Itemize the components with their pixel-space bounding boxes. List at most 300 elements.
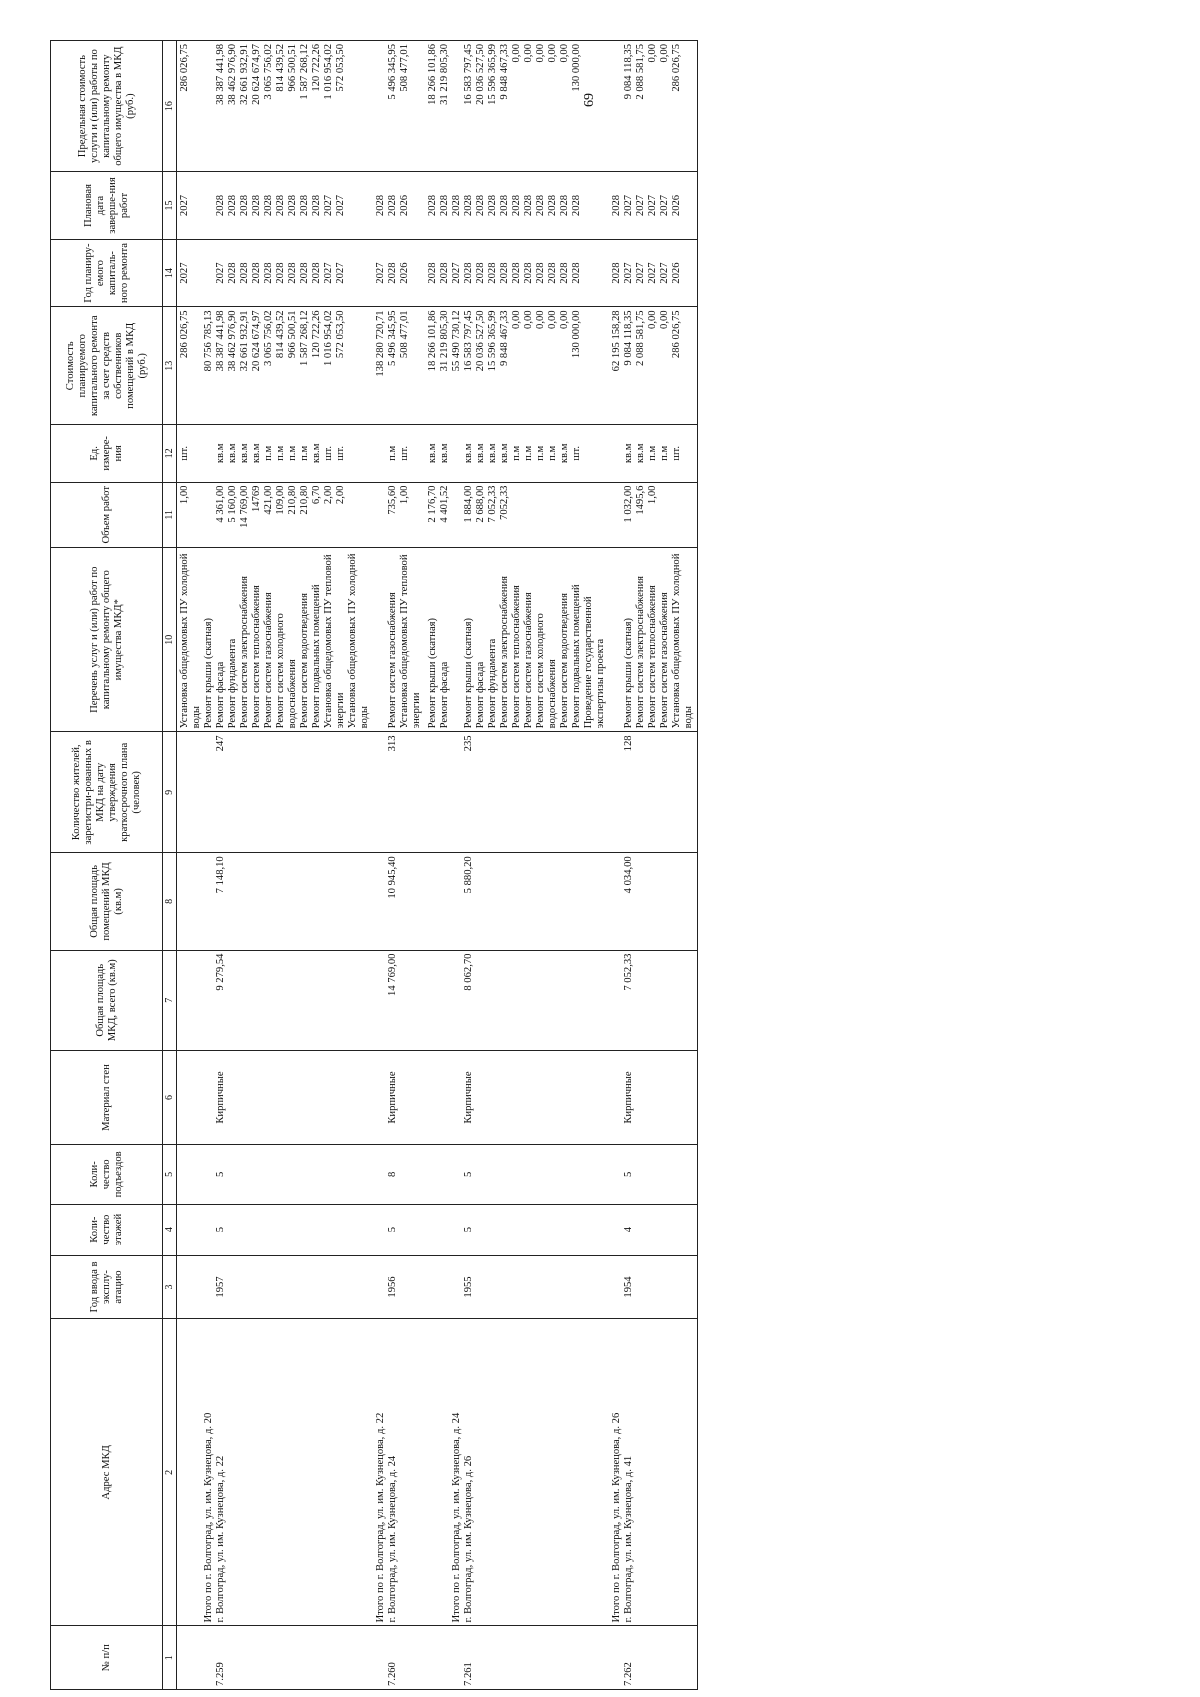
column-header: Коли-чество подъездов	[51, 1145, 163, 1204]
spacer	[611, 1259, 623, 1316]
work-unit: кв.м	[635, 443, 646, 464]
year-built: 1954	[623, 1276, 634, 1298]
work-limit: 15 596 365,99	[487, 44, 498, 105]
work-date: 2027	[623, 194, 634, 217]
table-cell	[177, 425, 374, 482]
table-cell	[373, 1255, 425, 1319]
work-name: Ремонт систем газоснабжения	[659, 592, 670, 729]
work-unit: п.м	[275, 445, 286, 461]
work-volume: 1,00	[179, 485, 190, 505]
work-cost: 3 065 756,02	[263, 310, 274, 367]
work-year: 2028	[263, 262, 274, 284]
spacer	[611, 428, 623, 478]
residents: 247	[215, 735, 226, 752]
spacer	[427, 856, 439, 946]
floors: 5	[215, 1226, 226, 1233]
work-name: Ремонт систем электроснабжения	[635, 576, 646, 729]
table-cell	[373, 548, 425, 732]
column-number: 10	[163, 548, 177, 732]
spacer	[191, 735, 203, 849]
table-cell	[177, 41, 374, 172]
work-unit: п.м	[547, 445, 558, 461]
work-cost: 9 848 467,33	[499, 310, 510, 367]
total-cost: 62 195 158,28	[611, 310, 622, 372]
work-name: Установка общедомовых ПУ холодной воды	[179, 553, 202, 729]
spacer	[427, 954, 439, 1047]
spacer	[179, 954, 191, 1047]
total-label: Итого по г. Волгоград, ул. им. Кузнецова, д. 26	[611, 1412, 622, 1623]
work-cost: 2 088 581,75	[635, 310, 646, 367]
work-limit: 0,00	[535, 44, 546, 63]
work-volume: 6,70	[311, 485, 322, 505]
work-unit: шт.	[399, 446, 410, 461]
work-year: 2028	[439, 262, 450, 284]
work-volume: 7052,33	[499, 485, 510, 520]
table-cell	[609, 548, 698, 732]
table-cell	[425, 307, 609, 425]
work-year: 2026	[399, 262, 410, 284]
table-cell	[425, 1204, 609, 1255]
work-date: 2027	[635, 194, 646, 217]
table-cell	[609, 1145, 698, 1204]
work-volume: 4 361,00	[215, 485, 226, 523]
work-unit: кв.м	[623, 443, 634, 464]
spacer	[191, 1630, 203, 1687]
premises-area: 5 880,20	[463, 856, 474, 894]
work-unit: п.м	[659, 445, 670, 461]
work-cost: 508 477,01	[399, 310, 410, 359]
work-year: 2028	[299, 262, 310, 284]
table-cell	[425, 1255, 609, 1319]
column-header: № п/п	[51, 1626, 163, 1690]
spacer	[427, 1148, 439, 1200]
work-volume: 210,80	[287, 485, 298, 515]
table-cell	[609, 1050, 698, 1144]
table-cell	[177, 1145, 374, 1204]
work-name: Ремонт систем теплоснабжения	[647, 585, 658, 729]
work-cost: 20 036 527,50	[475, 310, 486, 372]
table-cell	[609, 732, 698, 853]
spacer	[611, 44, 623, 168]
table-cell	[373, 1050, 425, 1144]
spacer	[203, 954, 215, 1047]
table-cell	[425, 1145, 609, 1204]
work-cost: 9 084 118,35	[623, 310, 634, 366]
spacer	[375, 1630, 387, 1687]
table-cell	[609, 1204, 698, 1255]
spacer	[203, 44, 215, 168]
work-volume: 2 176,70	[427, 485, 438, 523]
work-date: 2028	[499, 194, 510, 217]
work-date: 2026	[399, 194, 410, 217]
spacer	[439, 1322, 451, 1622]
table-cell	[609, 853, 698, 950]
work-limit: 32 661 932,91	[239, 44, 250, 105]
spacer	[427, 1054, 439, 1141]
work-date: 2028	[251, 194, 262, 217]
table-cell	[373, 1319, 425, 1626]
work-date: 2028	[559, 194, 570, 217]
column-header: Плановая дата заверше-ния работ	[51, 172, 163, 240]
row-number: 7.262	[623, 1662, 634, 1686]
address: г. Волгоград, ул. им. Кузнецова, д. 26	[463, 1455, 474, 1623]
column-header: Объем работ	[51, 482, 163, 548]
work-unit: п.м	[535, 445, 546, 461]
spacer	[611, 486, 623, 545]
work-name: Ремонт крыши (скатная)	[463, 617, 474, 729]
work-volume: 4 401,52	[439, 485, 450, 523]
total-cost: 55 490 730,12	[451, 310, 462, 372]
spacer	[611, 1630, 623, 1687]
work-date: 2028	[487, 194, 498, 217]
work-limit: 120 722,26	[311, 44, 322, 92]
work-volume: 109,00	[275, 485, 286, 515]
work-date: 2028	[387, 194, 398, 217]
work-volume: 5 160,00	[227, 485, 238, 523]
table-cell	[177, 482, 374, 548]
row-number: 7.261	[463, 1662, 474, 1686]
work-limit: 18 266 101,86	[427, 44, 438, 105]
work-unit: кв.м	[463, 443, 474, 464]
table-cell	[609, 307, 698, 425]
work-unit: кв.м	[427, 443, 438, 464]
work-limit: 130 000,00	[571, 44, 582, 92]
table-cell	[373, 1204, 425, 1255]
work-cost: 0,00	[659, 310, 670, 329]
work-cost: 130 000,00	[571, 310, 582, 359]
spacer	[191, 243, 203, 304]
total-label: Итого по г. Волгоград, ул. им. Кузнецова, д. 20	[203, 1412, 214, 1623]
work-year: 2028	[547, 262, 558, 284]
year-built: 1956	[387, 1276, 398, 1298]
work-year: 2028	[463, 262, 474, 284]
work-year: 2028	[499, 262, 510, 284]
work-name: Ремонт систем теплоснабжения	[251, 585, 262, 729]
work-name: Установка общедомовых ПУ холодной воды	[671, 553, 694, 729]
work-cost: 286 026,75	[671, 310, 682, 359]
work-cost: 572 053,50	[335, 310, 346, 359]
work-volume: 14 769,00	[239, 485, 250, 528]
work-unit: п.м	[647, 445, 658, 461]
work-limit: 2 088 581,75	[635, 44, 646, 100]
table-row	[373, 41, 425, 1690]
work-year: 2028	[427, 262, 438, 284]
work-date: 2028	[463, 194, 474, 217]
spacer	[439, 1054, 451, 1141]
wall-material: Кирпичные	[215, 1071, 226, 1124]
table-cell	[609, 239, 698, 307]
total-date: 2028	[611, 194, 622, 217]
rotated-document	[50, 40, 1192, 1690]
work-cost: 32 661 932,91	[239, 310, 250, 372]
entrances: 5	[463, 1171, 474, 1177]
work-cost: 0,00	[535, 310, 546, 329]
work-name: Ремонт систем газоснабжения	[523, 592, 534, 729]
total-year: 2028	[611, 262, 622, 284]
spacer	[611, 1148, 623, 1200]
column-header: Материал стен	[51, 1050, 163, 1144]
work-limit: 16 583 797,45	[463, 44, 474, 105]
work-date: 2028	[427, 194, 438, 217]
work-unit: шт.	[571, 446, 582, 461]
entrances: 8	[387, 1171, 398, 1177]
spacer	[179, 1208, 191, 1252]
table-cell	[425, 172, 609, 240]
work-name: Ремонт систем электроснабжения	[499, 576, 510, 729]
spacer	[375, 551, 387, 728]
work-unit: кв.м	[215, 443, 226, 464]
table-cell	[373, 41, 425, 172]
repair-plan-table	[50, 40, 698, 1690]
work-cost: 814 439,52	[275, 310, 286, 359]
spacer	[203, 1208, 215, 1252]
total-year: 2027	[375, 262, 386, 284]
spacer	[191, 1208, 203, 1252]
table-cell	[425, 950, 609, 1050]
spacer	[611, 735, 623, 849]
work-year: 2028	[535, 262, 546, 284]
work-name: Ремонт фасада	[475, 661, 486, 729]
floors: 5	[387, 1226, 398, 1233]
work-cost: 20 624 674,97	[251, 310, 262, 372]
work-name: Ремонт систем электроснабжения	[239, 576, 250, 729]
table-cell	[425, 853, 609, 950]
year-built: 1955	[463, 1276, 474, 1298]
spacer	[191, 175, 203, 236]
total-area: 7 052,33	[623, 953, 634, 991]
spacer	[451, 954, 463, 1047]
table-cell	[177, 732, 374, 853]
work-volume: 1 884,00	[463, 485, 474, 523]
table-cell	[609, 1626, 698, 1690]
work-unit: п.м	[287, 445, 298, 461]
table-cell	[373, 950, 425, 1050]
work-year: 2027	[323, 262, 334, 284]
work-unit: шт.	[323, 446, 334, 461]
table-cell	[425, 1050, 609, 1144]
work-year: 2027	[215, 262, 226, 284]
premises-area: 4 034,00	[623, 856, 634, 894]
table-cell	[609, 1319, 698, 1626]
spacer	[427, 735, 439, 849]
spacer	[191, 1054, 203, 1141]
spacer	[203, 1259, 215, 1316]
work-year: 2027	[179, 262, 190, 284]
work-cost: 286 026,75	[179, 310, 190, 359]
column-number: 14	[163, 239, 177, 307]
spacer	[203, 1148, 215, 1200]
work-date: 2027	[659, 194, 670, 217]
column-header: Предельная стоимость услуги и (или) работы по капитальному ремонту общего имущества в МКД (руб.)	[51, 41, 163, 172]
spacer	[375, 1054, 387, 1141]
spacer	[451, 486, 463, 545]
work-volume: 1,00	[647, 485, 658, 505]
column-number: 4	[163, 1204, 177, 1255]
work-date: 2028	[239, 194, 250, 217]
work-unit: п.м	[511, 445, 522, 461]
column-header: Стоимость планируемого капитального ремонта за счет средств собственников помещений в МКД (руб.)	[51, 307, 163, 425]
work-year: 2028	[227, 262, 238, 284]
work-unit: п.м	[263, 445, 274, 461]
spacer	[375, 856, 387, 946]
work-cost: 15 596 365,99	[487, 310, 498, 372]
total-label: Итого по г. Волгоград, ул. им. Кузнецова, д. 22	[375, 1412, 386, 1623]
spacer	[203, 175, 215, 236]
work-unit: кв.м	[499, 443, 510, 464]
column-number: 15	[163, 172, 177, 240]
work-year: 2028	[287, 262, 298, 284]
work-year: 2028	[251, 262, 262, 284]
column-number: 13	[163, 307, 177, 425]
column-header: Год планиру-емого капиталь-ного ремонта	[51, 239, 163, 307]
work-date: 2028	[227, 194, 238, 217]
work-limit: 0,00	[559, 44, 570, 63]
work-year: 2028	[559, 262, 570, 284]
spacer	[451, 1259, 463, 1316]
spacer	[203, 428, 215, 478]
work-limit: 1 587 268,12	[299, 44, 310, 100]
entrances: 5	[623, 1171, 634, 1177]
work-date: 2028	[535, 194, 546, 217]
row-number: 7.260	[387, 1662, 398, 1686]
work-unit: кв.м	[475, 443, 486, 464]
table-cell	[609, 172, 698, 240]
work-date: 2028	[311, 194, 322, 217]
wall-material: Кирпичные	[623, 1071, 634, 1124]
work-unit: кв.м	[251, 443, 262, 464]
table-cell	[609, 482, 698, 548]
column-number: 16	[163, 41, 177, 172]
work-volume: 421,00	[263, 485, 274, 515]
column-number: 2	[163, 1319, 177, 1626]
table-cell	[177, 1255, 374, 1319]
spacer	[439, 1259, 451, 1316]
address: г. Волгоград, ул. им. Кузнецова, д. 41	[623, 1455, 634, 1623]
column-number: 8	[163, 853, 177, 950]
table-cell	[373, 732, 425, 853]
premises-area: 10 945,40	[387, 856, 398, 899]
work-unit: кв.м	[311, 443, 322, 464]
table-cell	[177, 1319, 374, 1626]
work-year: 2027	[647, 262, 658, 284]
year-built: 1957	[215, 1276, 226, 1298]
total-date: 2028	[375, 194, 386, 217]
table-cell	[609, 1255, 698, 1319]
spacer	[179, 1054, 191, 1141]
column-header: Ед. измере-ния	[51, 425, 163, 482]
table-cell	[373, 425, 425, 482]
work-limit: 286 026,75	[671, 44, 682, 92]
work-date: 2028	[511, 194, 522, 217]
work-date: 2027	[647, 194, 658, 217]
work-limit: 814 439,52	[275, 44, 286, 92]
work-unit: кв.м	[487, 443, 498, 464]
work-cost: 16 583 797,45	[463, 310, 474, 372]
spacer	[439, 954, 451, 1047]
work-cost: 31 219 805,30	[439, 310, 450, 372]
work-name: Ремонт крыши (скатная)	[623, 617, 634, 729]
table-cell	[177, 1050, 374, 1144]
work-year: 2027	[659, 262, 670, 284]
total-label: Итого по г. Волгоград, ул. им. Кузнецова, д. 24	[451, 1412, 462, 1623]
spacer	[203, 486, 215, 545]
work-unit: п.м	[299, 445, 310, 461]
work-volume: 210,80	[299, 485, 310, 515]
table-cell	[425, 732, 609, 853]
spacer	[611, 1208, 623, 1252]
work-volume: 735,60	[387, 485, 398, 515]
spacer	[191, 954, 203, 1047]
table-cell	[177, 307, 374, 425]
work-limit: 20 624 674,97	[251, 44, 262, 105]
work-cost: 0,00	[547, 310, 558, 329]
table-cell	[177, 548, 374, 732]
spacer	[451, 551, 463, 728]
spacer	[203, 856, 215, 946]
work-name: Ремонт систем газоснабжения	[263, 592, 274, 729]
work-unit: шт.	[671, 446, 682, 461]
work-limit: 508 477,01	[399, 44, 410, 92]
spacer	[375, 428, 387, 478]
page-number: 69	[582, 93, 597, 107]
work-limit: 966 500,51	[287, 44, 298, 92]
spacer	[179, 735, 191, 849]
work-date: 2028	[275, 194, 286, 217]
work-date: 2028	[475, 194, 486, 217]
work-unit: п.м	[387, 445, 398, 461]
spacer	[179, 856, 191, 946]
table-row	[425, 41, 609, 1690]
work-limit: 5 496 345,95	[387, 44, 398, 100]
work-limit: 20 036 527,50	[475, 44, 486, 105]
work-name: Ремонт фундамента	[487, 638, 498, 729]
table-cell	[425, 1626, 609, 1690]
work-limit: 38 462 976,90	[227, 44, 238, 105]
floors: 5	[463, 1226, 474, 1233]
spacer	[375, 44, 387, 168]
header-row	[51, 41, 163, 1690]
work-date: 2028	[263, 194, 274, 217]
work-year: 2028	[475, 262, 486, 284]
work-cost: 1 016 954,02	[323, 310, 334, 367]
work-cost: 5 496 345,95	[387, 310, 398, 367]
spacer	[375, 486, 387, 545]
work-volume: 7 052,33	[487, 485, 498, 523]
work-date: 2028	[571, 194, 582, 217]
work-date: 2028	[547, 194, 558, 217]
table-cell	[177, 950, 374, 1050]
table-cell	[425, 548, 609, 732]
spacer	[451, 44, 463, 168]
table-cell	[373, 482, 425, 548]
work-date: 2028	[439, 194, 450, 217]
column-number: 1	[163, 1626, 177, 1690]
work-volume: 1 032,00	[623, 485, 634, 523]
spacer	[611, 551, 623, 728]
work-cost: 0,00	[647, 310, 658, 329]
table-body	[177, 41, 698, 1690]
work-unit: п.м	[523, 445, 534, 461]
table-cell	[373, 172, 425, 240]
work-unit: кв.м	[559, 443, 570, 464]
work-year: 2027	[335, 262, 346, 284]
spacer	[451, 1148, 463, 1200]
work-limit: 9 084 118,35	[623, 44, 634, 100]
work-name: Ремонт систем газоснабжения	[387, 592, 398, 729]
table-cell	[425, 482, 609, 548]
work-limit: 0,00	[523, 44, 534, 63]
column-header: Коли-чество этажей	[51, 1204, 163, 1255]
